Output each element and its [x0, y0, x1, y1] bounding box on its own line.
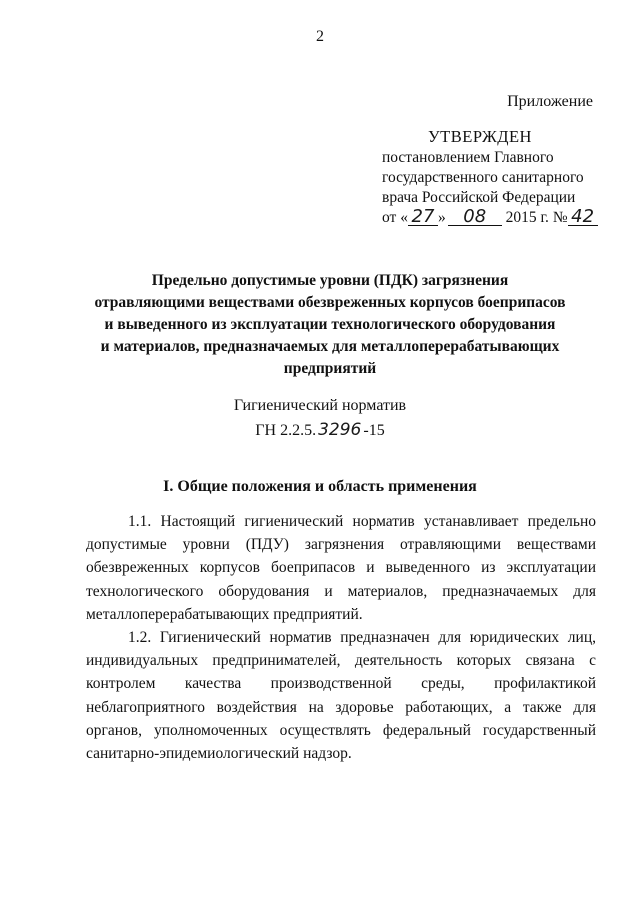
handwritten-month: 08: [448, 209, 502, 226]
standard-type: Гигиенический норматив: [233, 397, 407, 414]
date-prefix: от «: [382, 209, 408, 226]
title-line-1: Предельно допустимые уровни (ПДК) загрязнения: [151, 272, 509, 289]
page-number: 2: [316, 28, 324, 45]
approval-line-1: постановлением Главного: [382, 149, 554, 166]
approval-line-2: государственного санитарного: [382, 169, 584, 186]
date-mid: »: [437, 209, 446, 226]
handwritten-day: 27: [408, 209, 438, 226]
standard-number: [0, 422, 640, 440]
paragraph-1-2: 1.2. Гигиенический норматив предназначен для юридических лиц, индивидуальных предпринимателей, деятельность которых связана с контролем качества производственной среды, профилактикой неблагоприятного воздействия на здоровье работающих, а также для органов, уполномоченных осуществлять федеральный государственный санитарно-эпидемиологический надзор.: [86, 629, 596, 763]
approval-block: [382, 127, 612, 228]
approved-title: УТВЕРЖДЕН: [428, 127, 532, 146]
title-line-3: и выведенного из эксплуатации технологического оборудования: [104, 316, 556, 333]
title-line-2: отравляющими веществами обезвреженных корпусов боеприпасов: [94, 294, 566, 311]
title-line-4: и материалов, предназначаемых для металлоперерабатывающих: [100, 338, 560, 355]
document-title: [60, 270, 600, 380]
standard-number-suffix: -15: [363, 422, 385, 439]
appendix-label: Приложение: [507, 93, 593, 110]
handwritten-number: 42: [568, 209, 598, 226]
approval-date-line: [382, 208, 612, 228]
section-heading: I. Общие положения и область применения: [163, 478, 477, 495]
number-prefix: №: [552, 209, 568, 226]
title-line-5: предприятий: [283, 360, 377, 377]
standard-number-prefix: ГН 2.2.5.: [255, 422, 317, 439]
handwritten-standard-number: 3296: [318, 420, 362, 440]
approval-line-3: врача Российской Федерации: [382, 189, 576, 206]
paragraph-1-1: 1.1. Настоящий гигиенический норматив устанавливает предельно допустимые уровни (ПДУ) загрязнения отравляющими веществами обезвреженных корпусов боеприпасов и выведенного из эксплуатации технологического оборудования и материалов, предназначаемых для металлоперерабатывающих предприятий.: [86, 513, 596, 623]
date-year: 2015 г.: [505, 209, 549, 226]
